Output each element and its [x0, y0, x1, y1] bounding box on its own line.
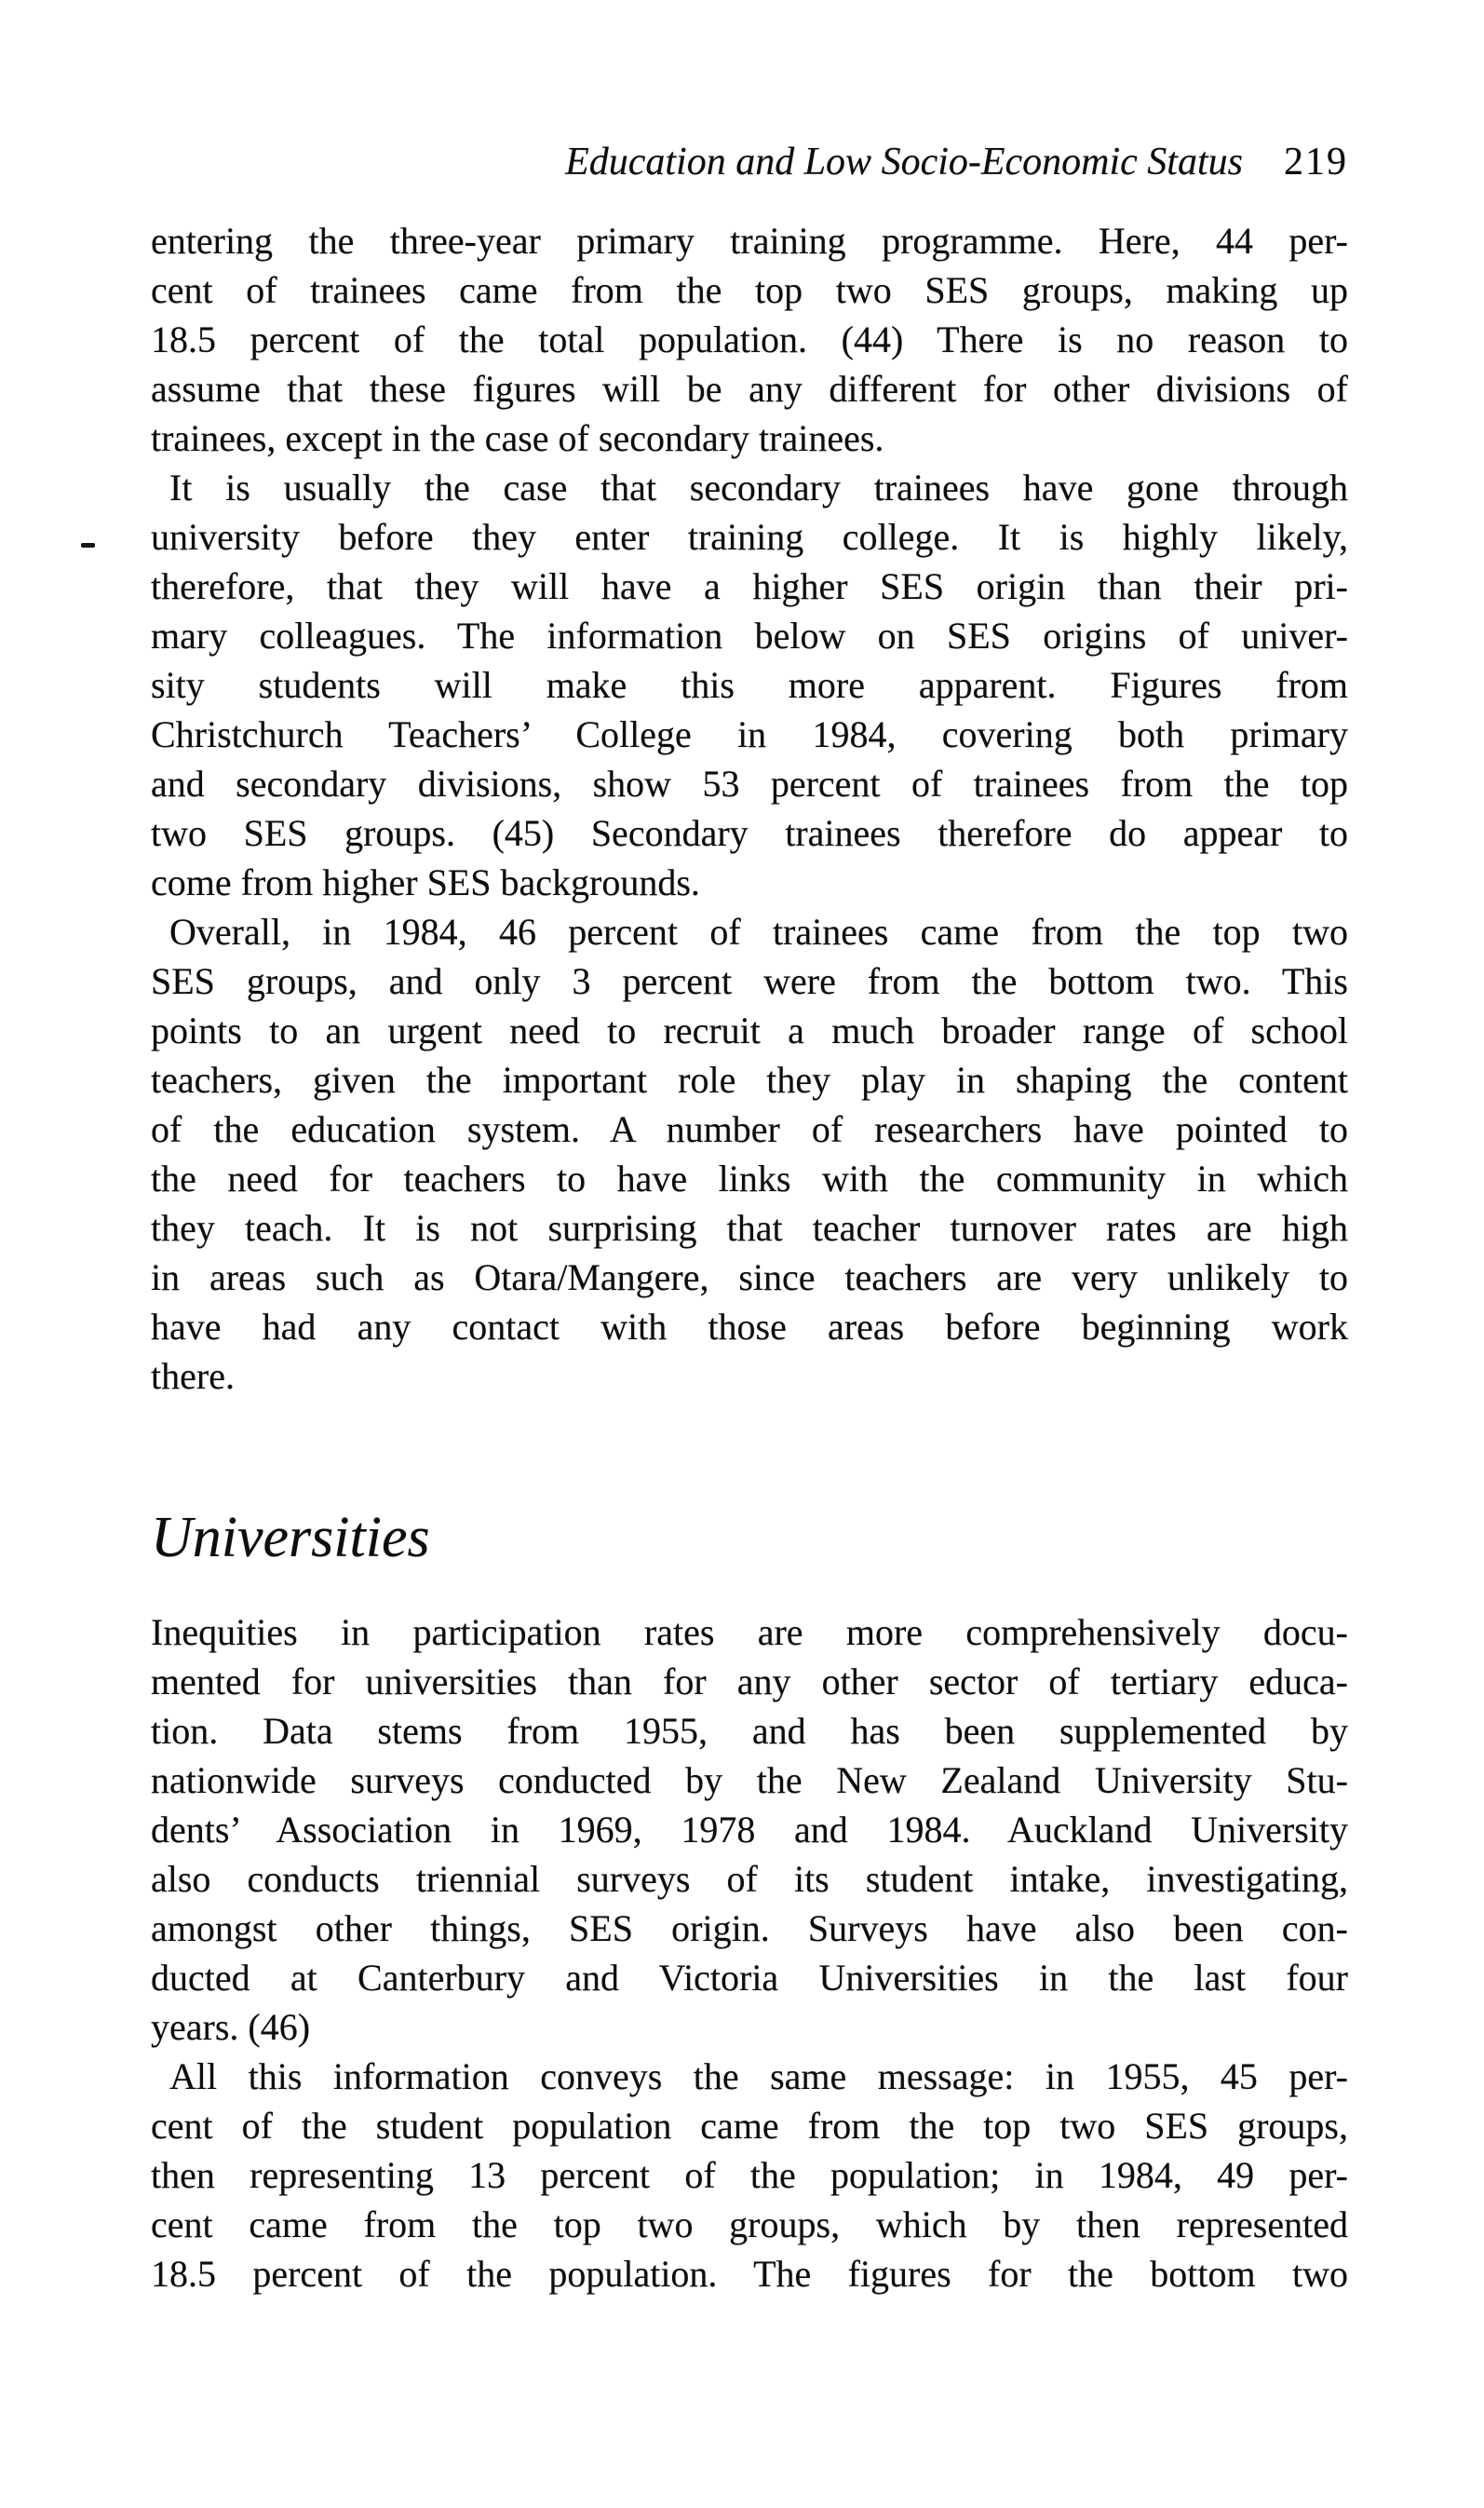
paragraph: [151, 2052, 1348, 2298]
text-line: also conducts triennial surveys of its student intake, investigating,: [151, 1858, 1348, 1900]
text-line: have had any contact with those areas before beginning work: [151, 1306, 1348, 1348]
text-line: points to an urgent need to recruit a much broader range of school: [151, 1010, 1348, 1051]
text-line: and secondary divisions, show 53 percent of trainees from the top: [151, 763, 1348, 805]
text-line: come from higher SES backgrounds.: [151, 861, 700, 903]
page-number: 219: [1284, 141, 1348, 183]
text-line: they teach. It is not surprising that teacher turnover rates are high: [151, 1207, 1348, 1249]
text-line: cent of the student population came from the top two SES groups,: [151, 2105, 1348, 2147]
text-line: trainees, except in the case of secondary trainees.: [151, 417, 884, 459]
body-text-upper: [151, 216, 1348, 1401]
text-line: years. (46): [151, 2006, 311, 2048]
text-line: tion. Data stems from 1955, and has been supplemented by: [151, 1710, 1348, 1752]
text-line: Inequities in participation rates are more comprehensively docu-: [151, 1611, 1348, 1653]
text-line: entering the three-year primary training programme. Here, 44 per-: [151, 220, 1348, 262]
text-line: 18.5 percent of the total population. (44) There is no reason to: [151, 319, 1348, 360]
paragraph: [151, 1607, 1348, 2052]
text-line: of the education system. A number of researchers have pointed to: [151, 1108, 1348, 1150]
body-text-lower: [151, 1607, 1348, 2298]
text-line: SES groups, and only 3 percent were from the bottom two. This: [151, 960, 1348, 1002]
paragraph: [151, 463, 1348, 907]
text-line: It is usually the case that secondary trainees have gone through: [169, 467, 1348, 508]
text-line: cent came from the top two groups, which by then represented: [151, 2203, 1348, 2245]
running-header-title: Education and Low Socio-Economic Status: [565, 141, 1243, 183]
text-line: amongst other things, SES origin. Surveys have also been con-: [151, 1907, 1348, 1949]
text-line: mary colleagues. The information below on SES origins of univer-: [151, 615, 1348, 657]
text-line: university before they enter training college. It is highly likely,: [151, 516, 1348, 558]
paragraph: [151, 216, 1348, 463]
section-heading: Universities: [151, 1506, 430, 1569]
text-line: dents’ Association in 1969, 1978 and 1984. Auckland University: [151, 1809, 1348, 1850]
text-line: sity students will make this more apparent. Figures from: [151, 664, 1348, 706]
text-line: All this information conveys the same message: in 1955, 45 per-: [169, 2055, 1348, 2097]
paragraph: [151, 907, 1348, 1401]
text-line: there.: [151, 1355, 235, 1397]
text-line: teachers, given the important role they play in shaping the content: [151, 1059, 1348, 1101]
text-line: the need for teachers to have links with the community in which: [151, 1158, 1348, 1200]
text-line: Christchurch Teachers’ College in 1984, covering both primary: [151, 713, 1348, 755]
scan-artifact-dash: [81, 543, 95, 548]
text-line: mented for universities than for any other sector of tertiary educa-: [151, 1661, 1348, 1702]
text-line: assume that these figures will be any different for other divisions of: [151, 368, 1348, 410]
text-line: Overall, in 1984, 46 percent of trainees came from the top two: [169, 911, 1348, 953]
text-line: cent of trainees came from the top two SES groups, making up: [151, 269, 1348, 311]
text-line: ducted at Canterbury and Victoria Universities in the last four: [151, 1957, 1348, 1999]
running-header: [151, 136, 1348, 188]
text-line: two SES groups. (45) Secondary trainees therefore do appear to: [151, 812, 1348, 854]
text-line: therefore, that they will have a higher SES origin than their pri-: [151, 565, 1348, 607]
text-line: then representing 13 percent of the population; in 1984, 49 per-: [151, 2154, 1348, 2196]
text-line: in areas such as Otara/Mangere, since teachers are very unlikely to: [151, 1256, 1348, 1298]
text-line: 18.5 percent of the population. The figures for the bottom two: [151, 2253, 1348, 2295]
text-line: nationwide surveys conducted by the New Zealand University Stu-: [151, 1759, 1348, 1801]
